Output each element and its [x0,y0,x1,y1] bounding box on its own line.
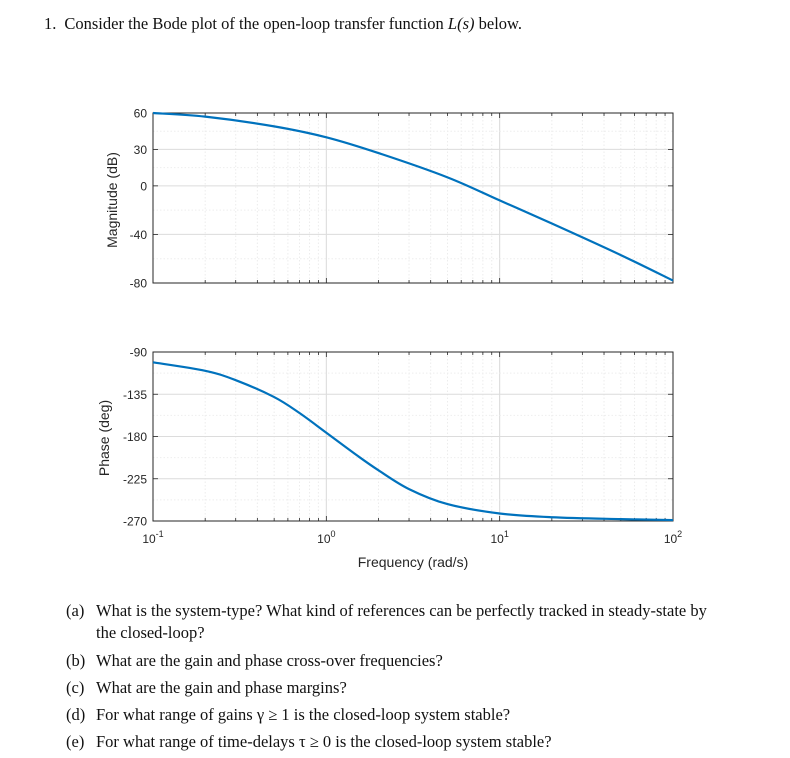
y-tick-label: -225 [122,472,147,487]
y-tick-label: -135 [122,387,147,402]
transfer-function-symbol: L(s) [447,14,475,33]
question-label: (c) [66,678,85,697]
question-text: What are the gain and phase cross-over frequencies? [96,651,443,670]
y-tick-label: 0 [140,179,147,194]
question-label: (d) [66,705,86,724]
question-text: For what range of gains γ ≥ 1 is the closed-loop system stable? [96,705,511,724]
question-e [66,731,716,753]
question-text: What is the system-type? What kind of references can be perfectly tracked in steady-state by the closed-loop? [96,601,707,642]
problem-intro-before: Consider the Bode plot of the open-loop transfer function [64,14,448,33]
question-label: (b) [66,651,86,670]
y-tick-label: -40 [129,227,147,242]
y-tick-label: -80 [129,276,147,291]
question-d [66,704,716,726]
y-tick-label: -180 [122,430,147,444]
magnitude-plot-area [153,113,673,283]
frequency-xlabel: Frequency (rad/s) [357,554,469,570]
phase-ylabel: Phase (deg) [96,399,112,477]
question-a [66,600,716,644]
y-tick-label: -270 [122,514,147,529]
y-tick-label: 60 [133,106,147,121]
questions-list [66,600,716,758]
magnitude-axes [130,107,673,291]
y-tick-label: 30 [133,142,147,157]
x-tick-label: $10^1$ [490,529,509,546]
y-tick-label: -90 [129,345,147,360]
phase-axes [123,346,682,547]
question-text: For what range of time-delays τ ≥ 0 is the closed-loop system stable? [96,732,552,751]
question-text: What are the gain and phase margins? [96,678,347,697]
x-tick-label: $10^{-1}$ [142,529,164,546]
magnitude-ylabel: Magnitude (dB) [104,152,120,248]
question-b [66,650,716,672]
x-tick-label: $10^2$ [663,529,683,546]
problem-intro-after: below. [474,14,523,33]
x-tick-label: $10^0$ [317,529,336,546]
problem-number: 1. [44,14,57,33]
question-c [66,677,716,699]
question-label: (a) [66,601,85,620]
question-label: (e) [66,732,85,751]
